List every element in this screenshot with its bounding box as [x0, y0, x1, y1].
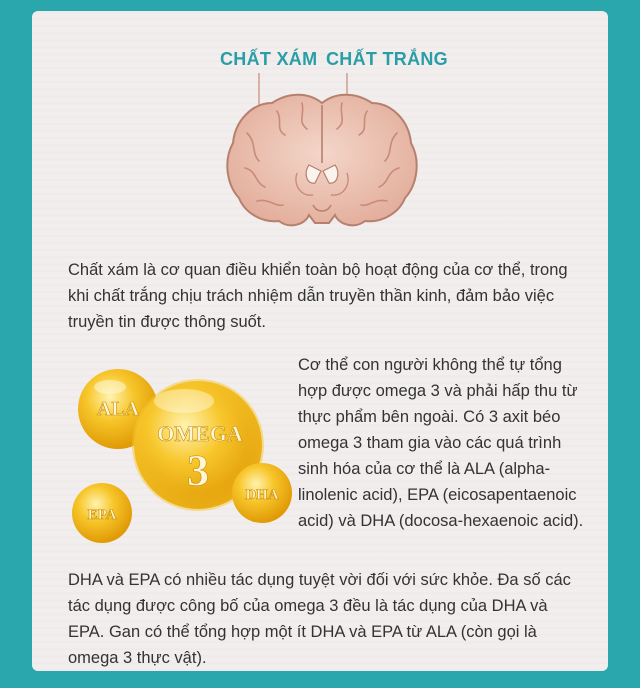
gray-matter-label: CHẤT XÁM [220, 49, 318, 69]
white-matter-label: CHẤT TRẮNG [326, 49, 448, 69]
paragraph-brain-description: Chất xám là cơ quan điều khiển toàn bộ hoạt động của cơ thể, trong khi chất trắng chịu trách nhiệm dẫn truyền thần kinh, đảm bảo việc truyền tin được thông suốt. [68, 261, 568, 331]
epa-bubble-label: EPA [87, 507, 117, 523]
ala-bubble-label: ALA [96, 398, 140, 420]
omega-number-label: 3 [187, 446, 209, 495]
dha-bubble-label: DHA [245, 487, 279, 503]
paragraph-omega3-sources: Cơ thể con người không thể tự tổng hợp được omega 3 và phải hấp thu từ thực phẩm bên ngoài. Có 3 axit béo omega 3 tham gia vào các quá trình sinh hóa của cơ thể là ALA (alpha-linolenic acid), EPA (eicosapentaenoic acid) và DHA (docosa-hexaenoic acid). [298, 356, 584, 530]
omega-3-bubbles-illustration [72, 361, 292, 551]
brain-cross-section-illustration [217, 73, 427, 253]
paragraph-dha-epa-benefits: DHA và EPA có nhiều tác dụng tuyệt vời đối với sức khỏe. Đa số các tác dụng được công bố của omega 3 đều là tác dụng của DHA và EPA. Gan có thể tổng hợp một ít DHA và EPA từ ALA (còn gọi là omega 3 thực vật). [68, 571, 571, 667]
content-card [32, 11, 608, 671]
omega-bubble-label: OMEGA [157, 421, 243, 446]
